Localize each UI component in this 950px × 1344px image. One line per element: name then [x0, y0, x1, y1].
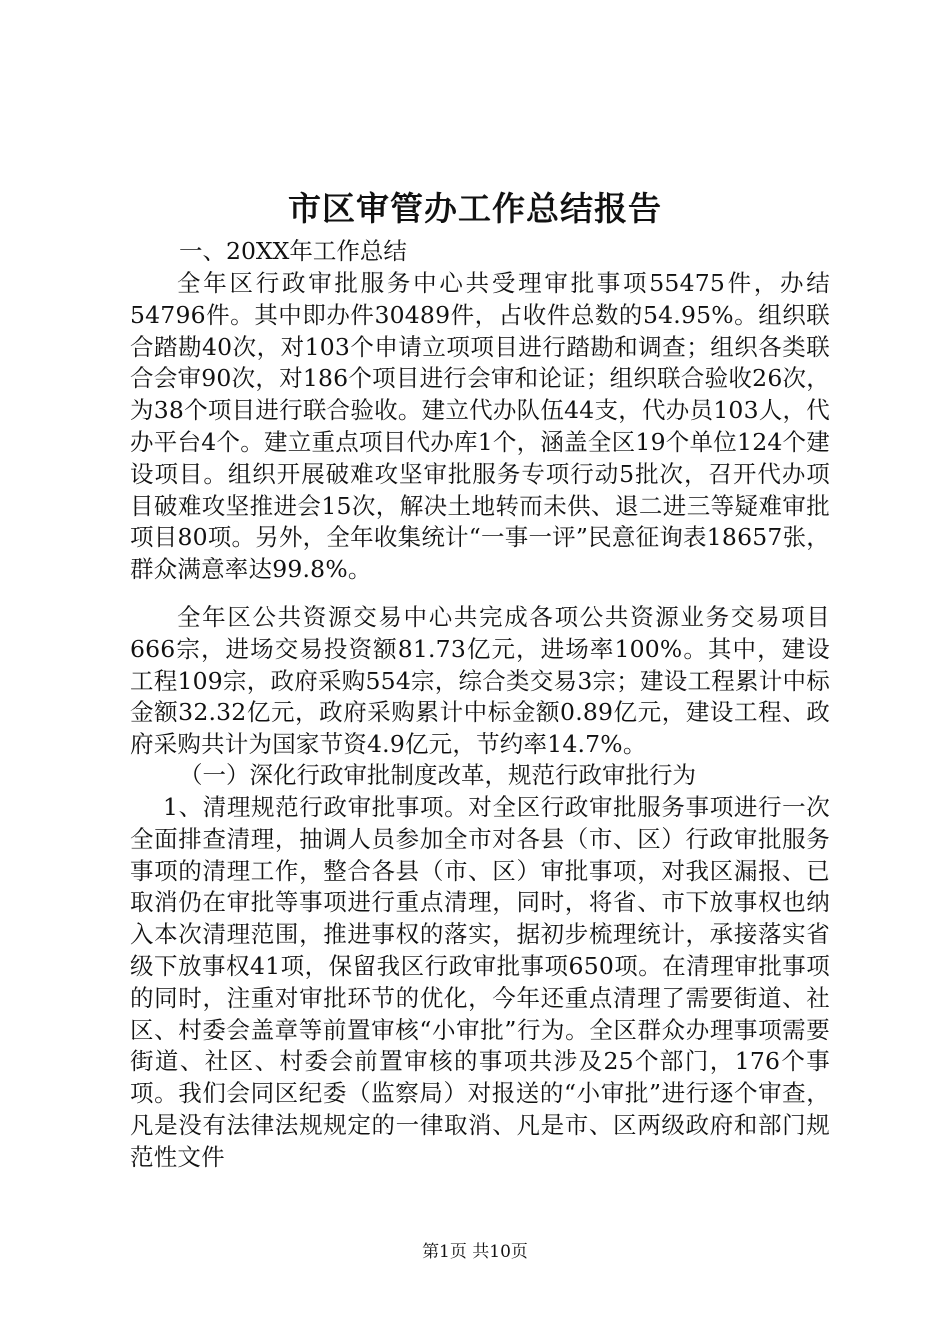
paragraph-2: 全年区公共资源交易中心共完成各项公共资源业务交易项目666宗，进场交易投资额81.73亿元，进场率100%。其中，建设工程109宗，政府采购554宗，综合类交易3宗；建设工程累计中标金额32.32亿元，政府采购累计中标金额0.89亿元，建设工程、政府采购共计为国家节资4.9亿元，节约率14.7%。 — [130, 603, 830, 759]
paragraph-3: 1、清理规范行政审批事项。对全区行政审批服务事项进行一次全面排查清理，抽调人员参加全市对各县（市、区）行政审批服务事项的清理工作，整合各县（市、区）审批事项，对我区漏报、已取消仍在审批等事项进行重点清理，同时，将省、市下放事权也纳入本次清理范围，推进事权的落实，据初步梳理统计，承接落实省级下放事权41项，保留我区行政审批事项650项。在清理审批事项的同时，注重对审批环节的优化，今年还重点清理了需要街道、社区、村委会盖章等前置审核“小审批”行为。全区群众办理事项需要街道、社区、村委会前置审核的事项共涉及25个部门，176个事项。我们会同区纪委（监察局）对报送的“小审批”进行逐个审查，凡是没有法律法规规定的一律取消、凡是市、区两级政府和部门规范性文件 — [130, 793, 830, 1171]
section-heading: 一、20XX年工作总结 — [179, 237, 407, 265]
paragraph-1: 全年区行政审批服务中心共受理审批事项55475件，办结54796件。其中即办件30489件，占收件总数的54.95%。组织联合踏勘40次，对103个申请立项项目进行踏勘和调查；组织各类联合会审90次，对186个项目进行会审和论证；组织联合验收26次，为38个项目进行联合验收。建立代办队伍44支，代办员103人，代办平台4个。建立重点项目代办库1个，涵盖全区19个单位124个建设项目。组织开展破难攻坚审批服务专项行动5批次，召开代办项目破难攻坚推进会15次，解决土地转而未供、退二进三等疑难审批项目80项。另外，全年收集统计“一事一评”民意征询表18657张，群众满意率达99.8%。 — [130, 269, 830, 584]
document-title: 市区审管办工作总结报告 — [288, 189, 662, 228]
subheading-1: （一）深化行政审批制度改革，规范行政审批行为 — [179, 761, 696, 789]
page-indicator: 第1页 共10页 — [422, 1242, 528, 1262]
